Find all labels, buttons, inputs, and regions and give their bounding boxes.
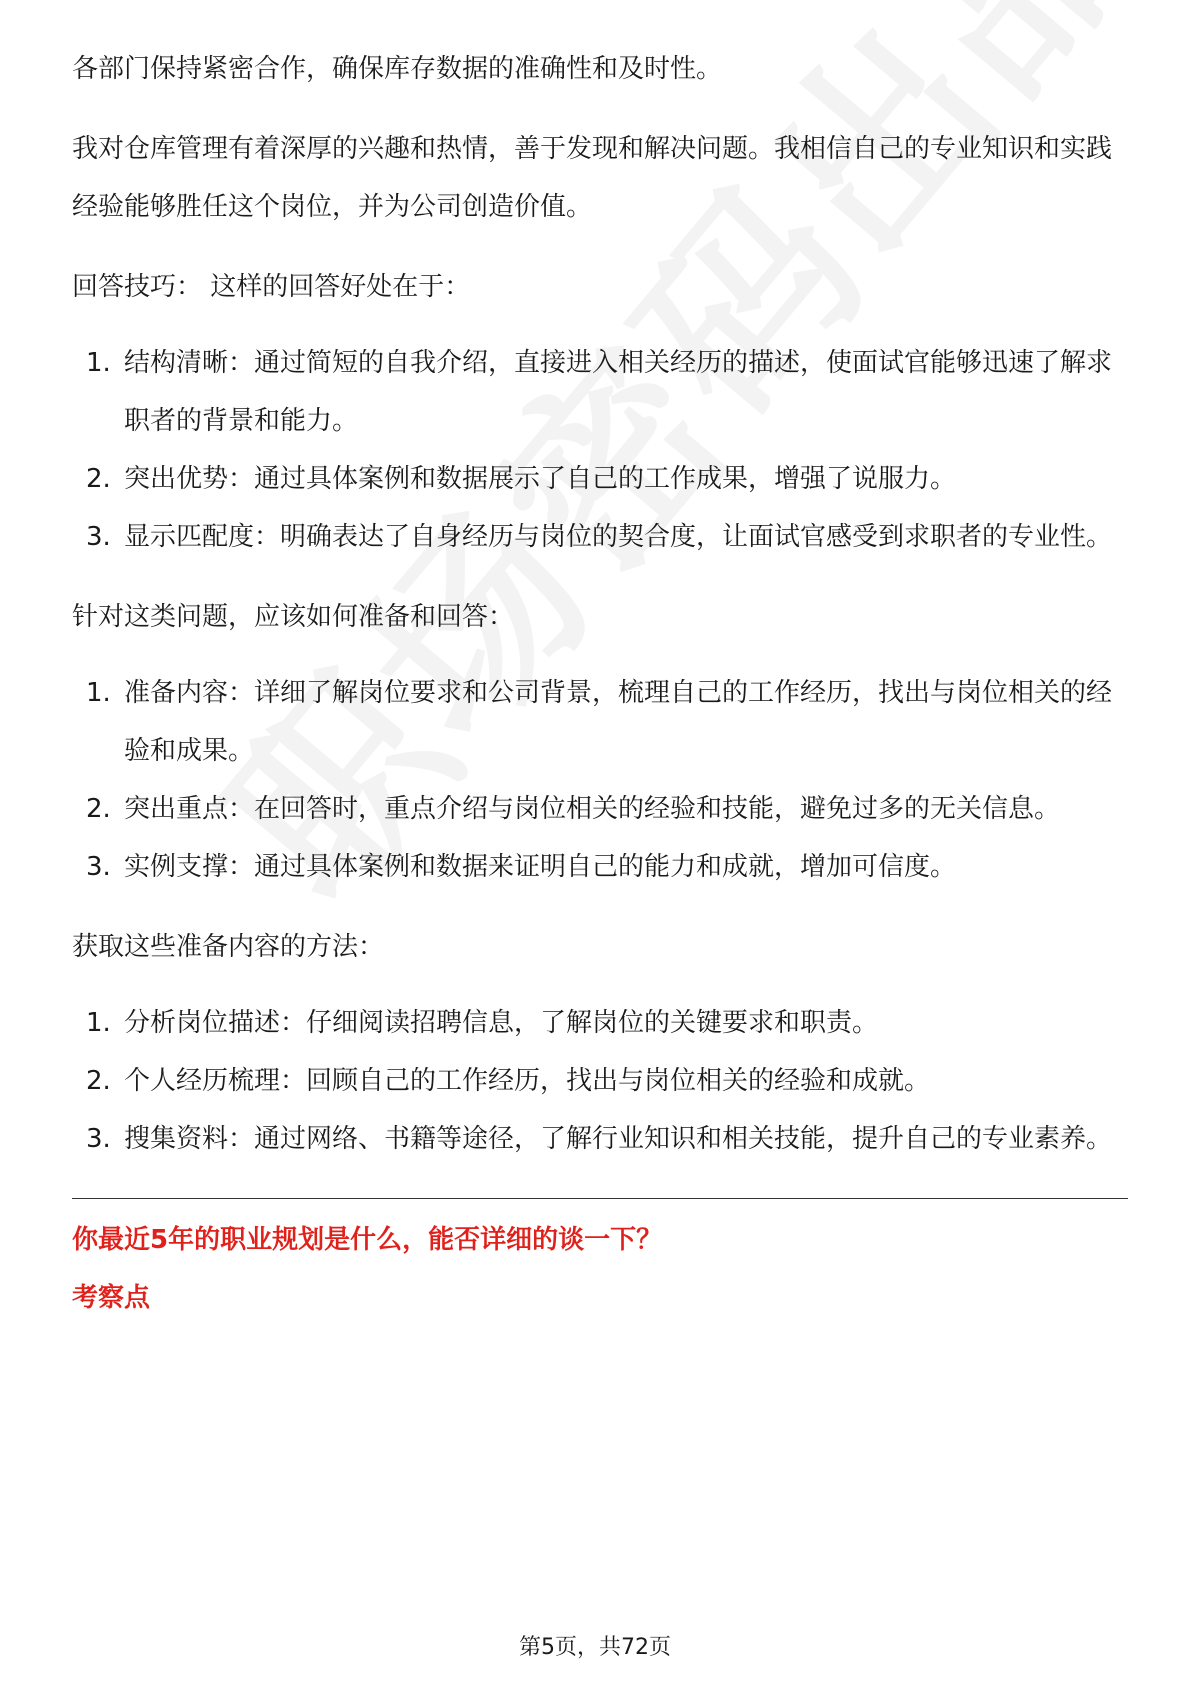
question-title: 你最近5年的职业规划是什么，能否详细的谈一下？ bbox=[72, 1225, 663, 1255]
methods-heading: 获取这些准备内容的方法： bbox=[72, 932, 385, 962]
list-item bbox=[72, 508, 1128, 566]
list-number: 3. bbox=[86, 1124, 111, 1154]
list-item-text: 实例支撑：通过具体案例和数据来证明自己的能力和成就，增加可信度。 bbox=[124, 852, 957, 882]
tips-heading: 回答技巧： 这样的回答好处在于： bbox=[72, 272, 471, 302]
question-subtitle: 考察点 bbox=[72, 1283, 151, 1313]
list-item-text: 结构清晰：通过简短的自我介绍，直接进入相关经历的描述，使面试官能够迅速了解求职者的背景和能力。 bbox=[124, 348, 1113, 436]
list-item-text: 突出重点：在回答时，重点介绍与岗位相关的经验和技能，避免过多的无关信息。 bbox=[124, 794, 1061, 824]
list-item bbox=[72, 780, 1128, 838]
list-item-text: 突出优势：通过具体案例和数据展示了自己的工作成果，增强了说服力。 bbox=[124, 464, 957, 494]
prepare-list bbox=[72, 664, 1128, 896]
list-number: 2. bbox=[86, 794, 111, 824]
list-item-text: 分析岗位描述：仔细阅读招聘信息，了解岗位的关键要求和职责。 bbox=[124, 1008, 879, 1038]
document-page bbox=[72, 40, 1128, 1327]
list-item bbox=[72, 838, 1128, 896]
tips-list bbox=[72, 334, 1128, 566]
methods-list bbox=[72, 994, 1128, 1168]
body-paragraph: 各部门保持紧密合作，确保库存数据的准确性和及时性。 bbox=[72, 54, 723, 84]
list-number: 3. bbox=[86, 522, 111, 552]
list-item-text: 显示匹配度：明确表达了自身经历与岗位的契合度，让面试官感受到求职者的专业性。 bbox=[124, 522, 1113, 552]
page-number: 第5页，共72页 bbox=[519, 1635, 671, 1660]
list-number: 1. bbox=[86, 348, 111, 378]
list-item-text: 搜集资料：通过网络、书籍等途径，了解行业知识和相关技能，提升自己的专业素养。 bbox=[124, 1124, 1113, 1154]
list-item bbox=[72, 994, 1128, 1052]
list-item bbox=[72, 664, 1128, 780]
list-number: 2. bbox=[86, 464, 111, 494]
list-item-text: 准备内容：详细了解岗位要求和公司背景，梳理自己的工作经历，找出与岗位相关的经验和成果。 bbox=[124, 678, 1113, 766]
list-number: 3. bbox=[86, 852, 111, 882]
section-divider bbox=[72, 1198, 1128, 1199]
list-item-text: 个人经历梳理：回顾自己的工作经历，找出与岗位相关的经验和成就。 bbox=[124, 1066, 931, 1096]
list-number: 2. bbox=[86, 1066, 111, 1096]
list-item bbox=[72, 334, 1128, 450]
list-number: 1. bbox=[86, 678, 111, 708]
list-item bbox=[72, 450, 1128, 508]
list-number: 1. bbox=[86, 1008, 111, 1038]
prepare-heading: 针对这类问题，应该如何准备和回答： bbox=[72, 602, 515, 632]
list-item bbox=[72, 1110, 1128, 1168]
list-item bbox=[72, 1052, 1128, 1110]
body-paragraph: 我对仓库管理有着深厚的兴趣和热情，善于发现和解决问题。我相信自己的专业知识和实践经验能够胜任这个岗位，并为公司创造价值。 bbox=[72, 134, 1113, 222]
